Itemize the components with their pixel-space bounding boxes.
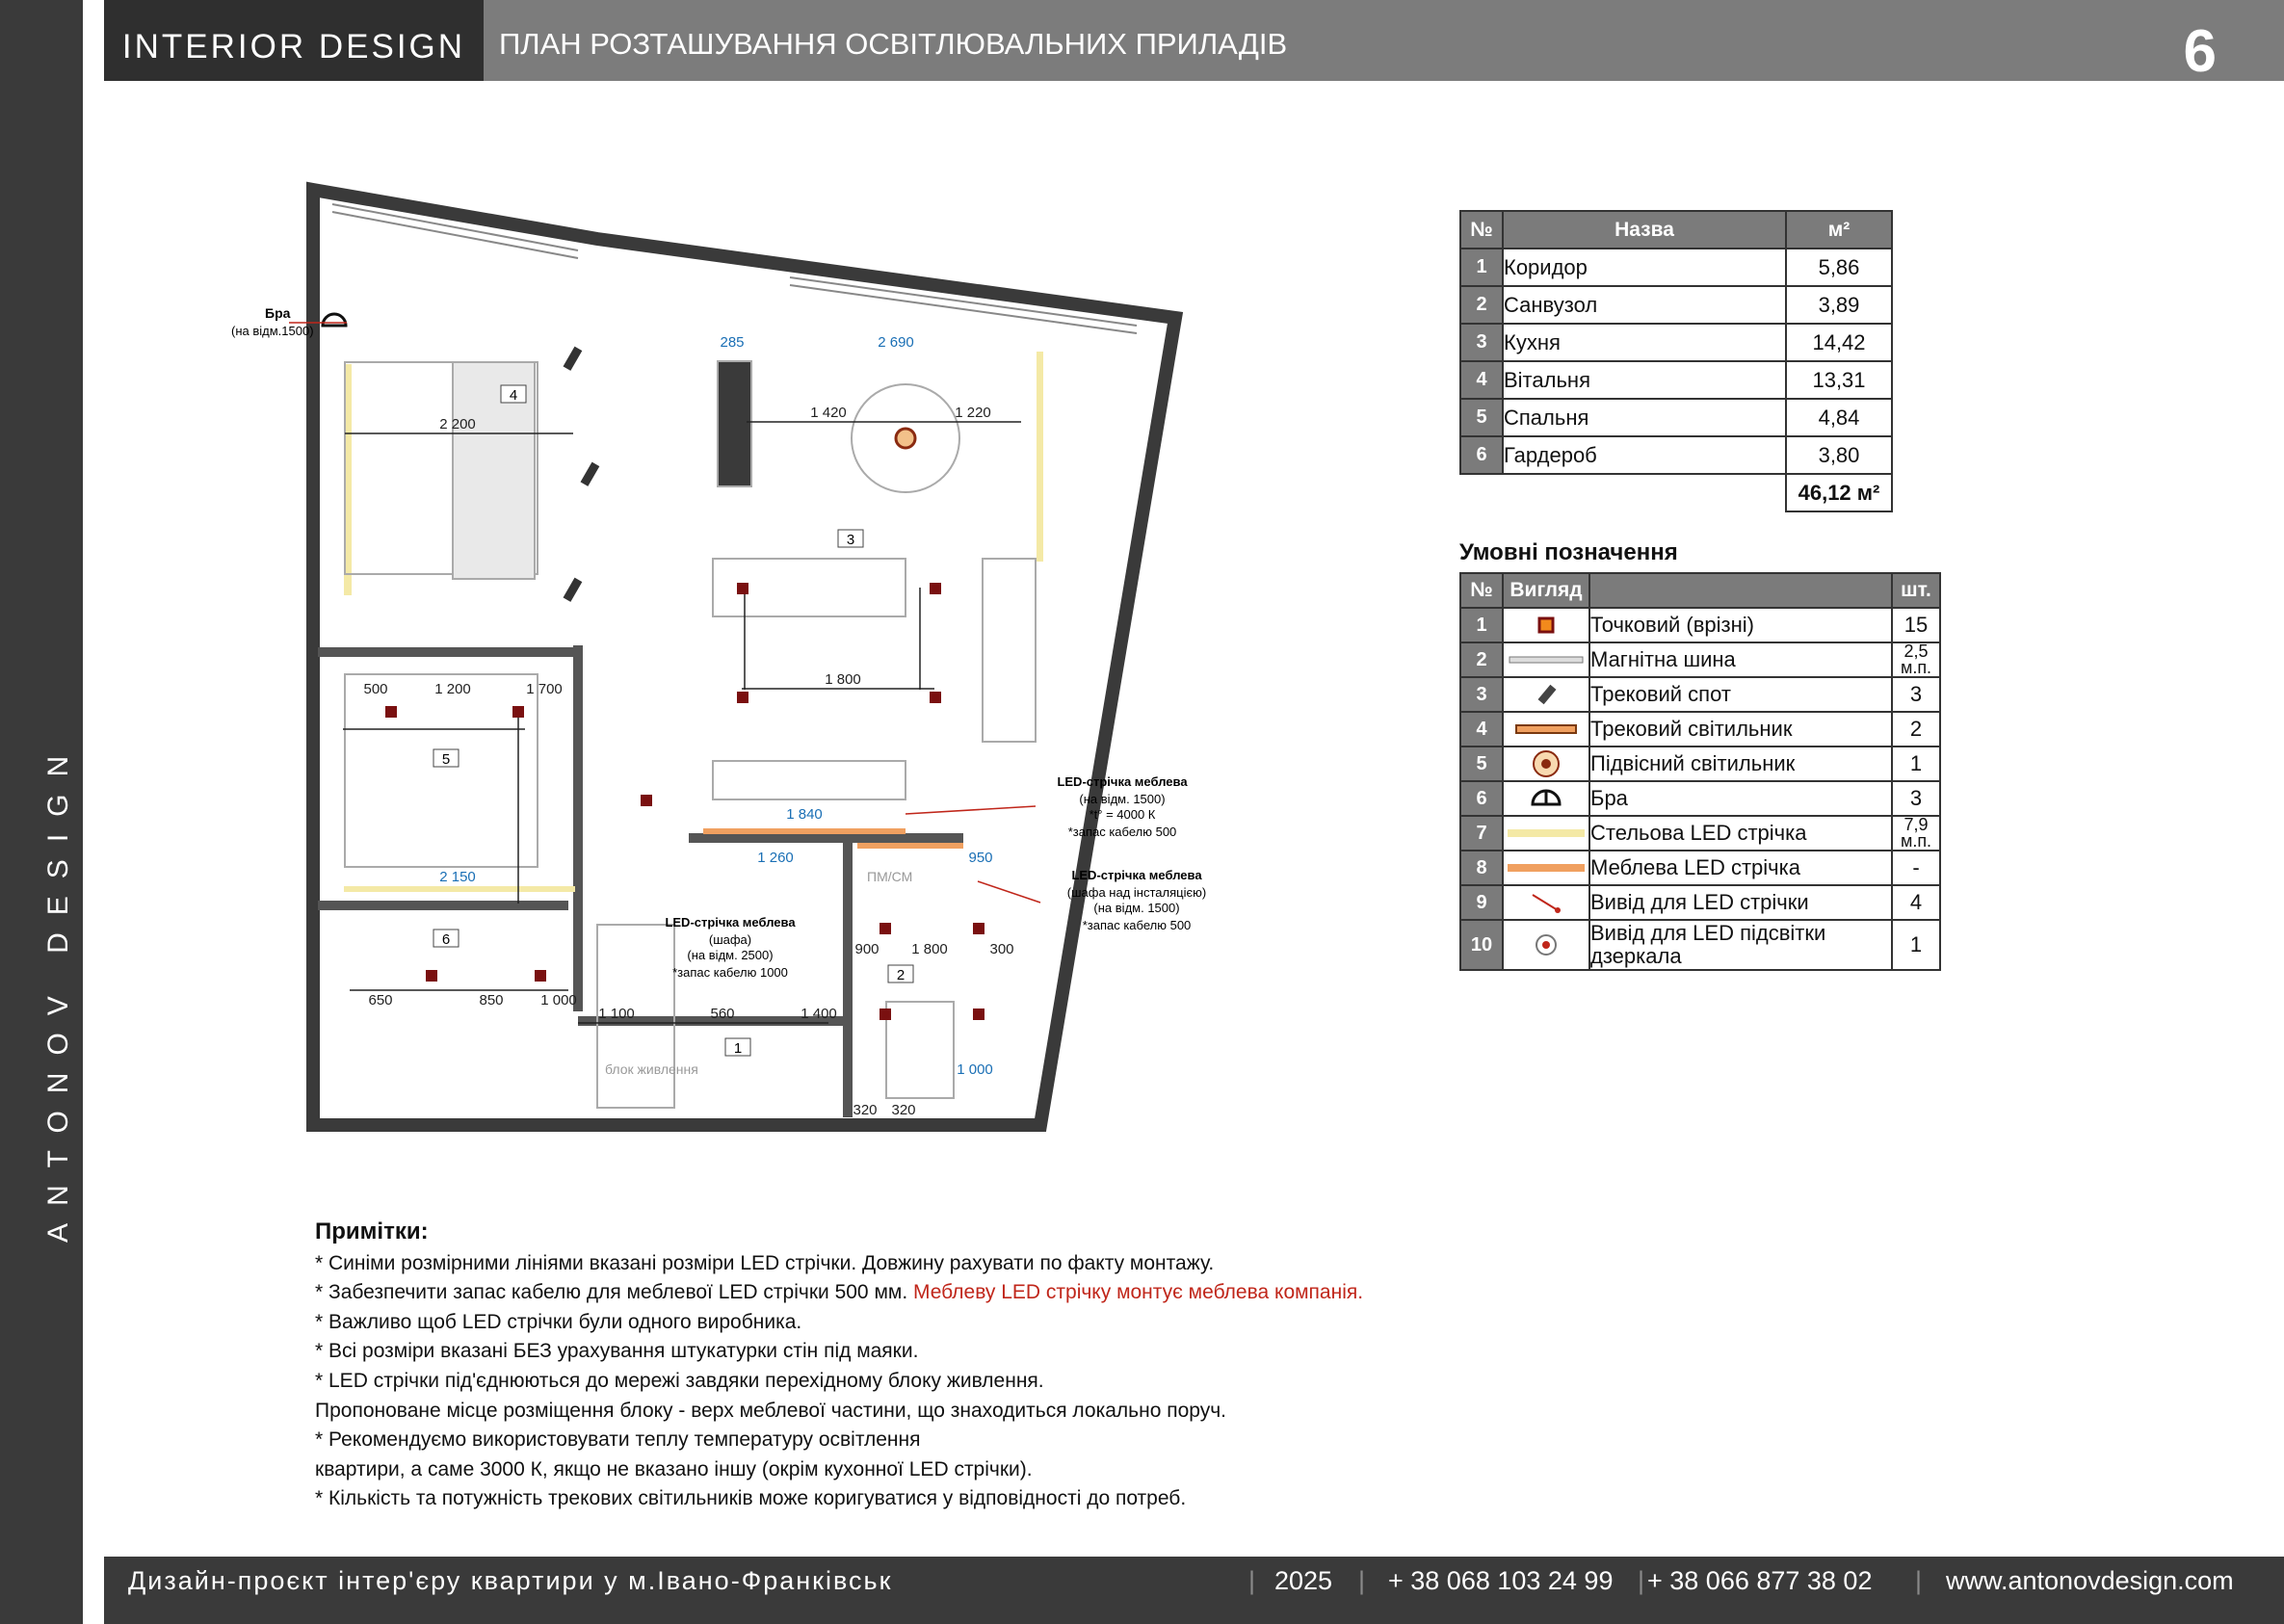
room-tag-2: 2 bbox=[896, 967, 906, 983]
sidebar-brand-text: ANTONOV DESIGN bbox=[42, 738, 74, 1243]
total-area: 46,12 м² bbox=[1786, 474, 1892, 511]
annotation-line: *запас кабелю 500 bbox=[1082, 918, 1192, 932]
footer-phone-2: + 38 066 877 38 02 bbox=[1647, 1566, 1873, 1595]
floor-plan bbox=[231, 173, 1291, 1137]
legend-row: 1 Точковий (врізні) 15 bbox=[1460, 608, 1940, 642]
dim-led: 2 150 bbox=[439, 869, 476, 885]
sconce-note: (на відм.1500) bbox=[231, 324, 314, 338]
footer-year: 2025 bbox=[1274, 1566, 1333, 1595]
dim-led: 950 bbox=[968, 850, 993, 866]
notes bbox=[315, 1218, 1363, 1514]
room-tag-6: 6 bbox=[441, 931, 451, 948]
room-tag-3: 3 bbox=[846, 532, 855, 548]
spot bbox=[973, 1008, 984, 1020]
spot bbox=[973, 923, 984, 934]
note-line: * Важливо щоб LED стрічки були одного виробника. bbox=[315, 1310, 802, 1333]
dim: 1 420 bbox=[810, 405, 847, 421]
recessed-spot-icon bbox=[1534, 616, 1559, 635]
track-spot-icon bbox=[1534, 684, 1559, 705]
dim: 320 bbox=[853, 1102, 878, 1118]
page-title: ПЛАН РОЗТАШУВАННЯ ОСВІТЛЮВАЛЬНИХ ПРИЛАДІВ bbox=[499, 27, 1288, 61]
dim: 1 200 bbox=[434, 681, 471, 697]
table-row: 5 Спальня 4,84 bbox=[1460, 399, 1892, 436]
pendant-light-icon bbox=[1530, 748, 1562, 779]
furniture bbox=[345, 361, 1036, 1108]
note-red-text: Меблеву LED стрічку монтує меблева компанія. bbox=[913, 1281, 1364, 1304]
dim: 1 220 bbox=[955, 405, 991, 421]
dim: 1 800 bbox=[911, 941, 948, 957]
annotation-title: LED-стрічка меблева bbox=[1071, 868, 1202, 882]
note-line: квартири, а саме 3000 К, якщо не вказано іншу (окрім кухонної LED стрічки). bbox=[315, 1457, 1033, 1480]
wall-sconce-icon bbox=[1527, 787, 1565, 810]
dim-led: 1 840 bbox=[786, 806, 823, 823]
annotation-line: (на відм. 1500) bbox=[1079, 792, 1166, 806]
legend-row: 4 Трековий світильник 2 bbox=[1460, 712, 1940, 747]
dim-led: 1 260 bbox=[757, 850, 794, 866]
note-line: * Кількість та потужність трекових світильників може коригуватися у відповідності до потреб. bbox=[315, 1487, 1187, 1510]
notes-title: Примітки: bbox=[315, 1218, 429, 1244]
dim: 500 bbox=[363, 681, 388, 697]
dim: 1 800 bbox=[825, 671, 861, 688]
dim: 1 100 bbox=[598, 1006, 635, 1022]
dim-led: 285 bbox=[720, 334, 745, 351]
note-line: * Синіми розмірними лініями вказані розміри LED стрічки. Довжину рахувати по факту монтажу. bbox=[315, 1251, 1215, 1274]
appliance-label: ПМ/СМ bbox=[867, 869, 913, 884]
pendant-light bbox=[896, 429, 915, 448]
spot bbox=[879, 1008, 891, 1020]
annotation-line: (шафа над інсталяцією) bbox=[1066, 885, 1207, 900]
dim: 850 bbox=[479, 992, 504, 1008]
legend-row: 10 Вивід для LED підсвітки дзеркала 1 bbox=[1460, 920, 1940, 970]
spot bbox=[930, 583, 941, 594]
legend-col-name bbox=[1589, 573, 1892, 608]
spot bbox=[930, 692, 941, 703]
dim: 300 bbox=[989, 941, 1014, 957]
mirror-led-output-icon bbox=[1533, 931, 1560, 958]
dim: 320 bbox=[891, 1102, 916, 1118]
room-tag-4: 4 bbox=[509, 387, 518, 404]
dim-led: 1 000 bbox=[957, 1061, 993, 1078]
spot bbox=[737, 583, 748, 594]
legend-row: 9 Вивід для LED стрічки 4 bbox=[1460, 885, 1940, 920]
appliance-label: блок живлення bbox=[605, 1061, 698, 1077]
header bbox=[104, 0, 2284, 85]
note-line: * Всі розміри вказані БЕЗ урахування штукатурки стін під маяки. bbox=[315, 1340, 919, 1363]
dim: 900 bbox=[854, 941, 879, 957]
windows bbox=[332, 204, 1137, 333]
dim: 1 400 bbox=[801, 1006, 837, 1022]
annotation-line: *запас кабелю 500 bbox=[1067, 825, 1177, 839]
note-line: Пропоноване місце розміщення блоку - верх меблевої частини, що знаходиться локально поруч. bbox=[315, 1399, 1226, 1422]
ceiling-led-strip-icon bbox=[1508, 825, 1585, 841]
table-row: 1 Коридор 5,86 bbox=[1460, 249, 1892, 286]
table-row: 3 Кухня 14,42 bbox=[1460, 324, 1892, 361]
legend-col-view: Вигляд bbox=[1503, 573, 1589, 608]
annotation-title: LED-стрічка меблева bbox=[665, 915, 796, 930]
furniture-led-strip-icon bbox=[1508, 860, 1585, 876]
sidebar bbox=[0, 0, 83, 1624]
col-name: Назва bbox=[1503, 211, 1786, 249]
table-row: 2 Санвузол 3,89 bbox=[1460, 286, 1892, 324]
dim: 560 bbox=[710, 1006, 735, 1022]
legend-col-num: № bbox=[1460, 573, 1503, 608]
legend-table bbox=[1459, 572, 1941, 971]
track-light-icon bbox=[1514, 722, 1578, 736]
table-row: 4 Вітальня 13,31 bbox=[1460, 361, 1892, 399]
annotation-line: *запас кабелю 1000 bbox=[672, 965, 788, 980]
note-line: * LED стрічки під'єднюються до мережі завдяки перехідному блоку живлення. bbox=[315, 1369, 1044, 1392]
wall-sconce bbox=[323, 314, 346, 326]
note-line: * Рекомендуємо використовувати теплу температуру освітлення bbox=[315, 1428, 921, 1452]
legend-row: 2 Магнітна шина 2,5 м.п. bbox=[1460, 642, 1940, 677]
sconce-label: Бра bbox=[265, 305, 291, 321]
brand-title: INTERIOR DESIGN bbox=[104, 0, 484, 81]
legend-col-qty: шт. bbox=[1892, 573, 1940, 608]
dim: 1 000 bbox=[540, 992, 577, 1008]
annotation-line: (на відм. 2500) bbox=[687, 948, 774, 962]
ceiling-led-strips bbox=[344, 352, 1043, 892]
magnetic-track-icon bbox=[1508, 652, 1585, 668]
spot bbox=[879, 923, 891, 934]
legend-row: 8 Меблева LED стрічка - bbox=[1460, 851, 1940, 885]
col-num: № bbox=[1460, 211, 1503, 249]
legend-row: 6 Бра 3 bbox=[1460, 781, 1940, 816]
table-row: 6 Гардероб 3,80 bbox=[1460, 436, 1892, 474]
legend-row: 7 Стельова LED стрічка 7,9 м.п. bbox=[1460, 816, 1940, 851]
footer-phone-1: + 38 068 103 24 99 bbox=[1388, 1566, 1614, 1595]
spot bbox=[535, 970, 546, 982]
legend-title: Умовні позначення bbox=[1459, 539, 1678, 565]
track-spots bbox=[564, 347, 600, 602]
led-output-icon bbox=[1529, 891, 1563, 914]
rooms-table bbox=[1459, 210, 1893, 512]
spot bbox=[385, 706, 397, 718]
spot bbox=[641, 795, 652, 806]
dim: 650 bbox=[368, 992, 393, 1008]
annotation-title: LED-стрічка меблева bbox=[1057, 774, 1188, 789]
dim: 2 200 bbox=[439, 416, 476, 432]
spot bbox=[426, 970, 437, 982]
footer-project: Дизайн-проєкт інтер'єру квартири у м.Івано-Франківськ bbox=[128, 1566, 893, 1595]
footer-website[interactable]: www.antonovdesign.com bbox=[1946, 1566, 2234, 1595]
annotation-line: *t° = 4000 К bbox=[1089, 807, 1156, 822]
note-line: * Забезпечити запас кабелю для меблевої LED стрічки 500 мм. Меблеву LED стрічку монтує меблева компанія. bbox=[315, 1281, 1364, 1304]
col-area: м² bbox=[1786, 211, 1892, 249]
annotation-line: (шафа) bbox=[708, 932, 752, 947]
spot bbox=[512, 706, 524, 718]
room-tag-1: 1 bbox=[733, 1040, 743, 1057]
dim: 1 700 bbox=[526, 681, 563, 697]
annotation-line: (на відм. 1500) bbox=[1093, 901, 1180, 915]
legend-row: 3 Трековий спот 3 bbox=[1460, 677, 1940, 712]
page-number: 6 bbox=[2183, 18, 2217, 85]
footer: Дизайн-проєкт інтер'єру квартири у м.Івано-Франківськ | 2025 | + 38 068 103 24 99 | + 38 066 877 38 02 | www.antonovdesign.com bbox=[104, 1557, 2284, 1624]
dim-led: 2 690 bbox=[878, 334, 914, 351]
total-row bbox=[1460, 474, 1892, 511]
legend-row: 5 Підвісний світильник 1 bbox=[1460, 747, 1940, 781]
spot bbox=[737, 692, 748, 703]
room-tag-5: 5 bbox=[441, 751, 451, 768]
